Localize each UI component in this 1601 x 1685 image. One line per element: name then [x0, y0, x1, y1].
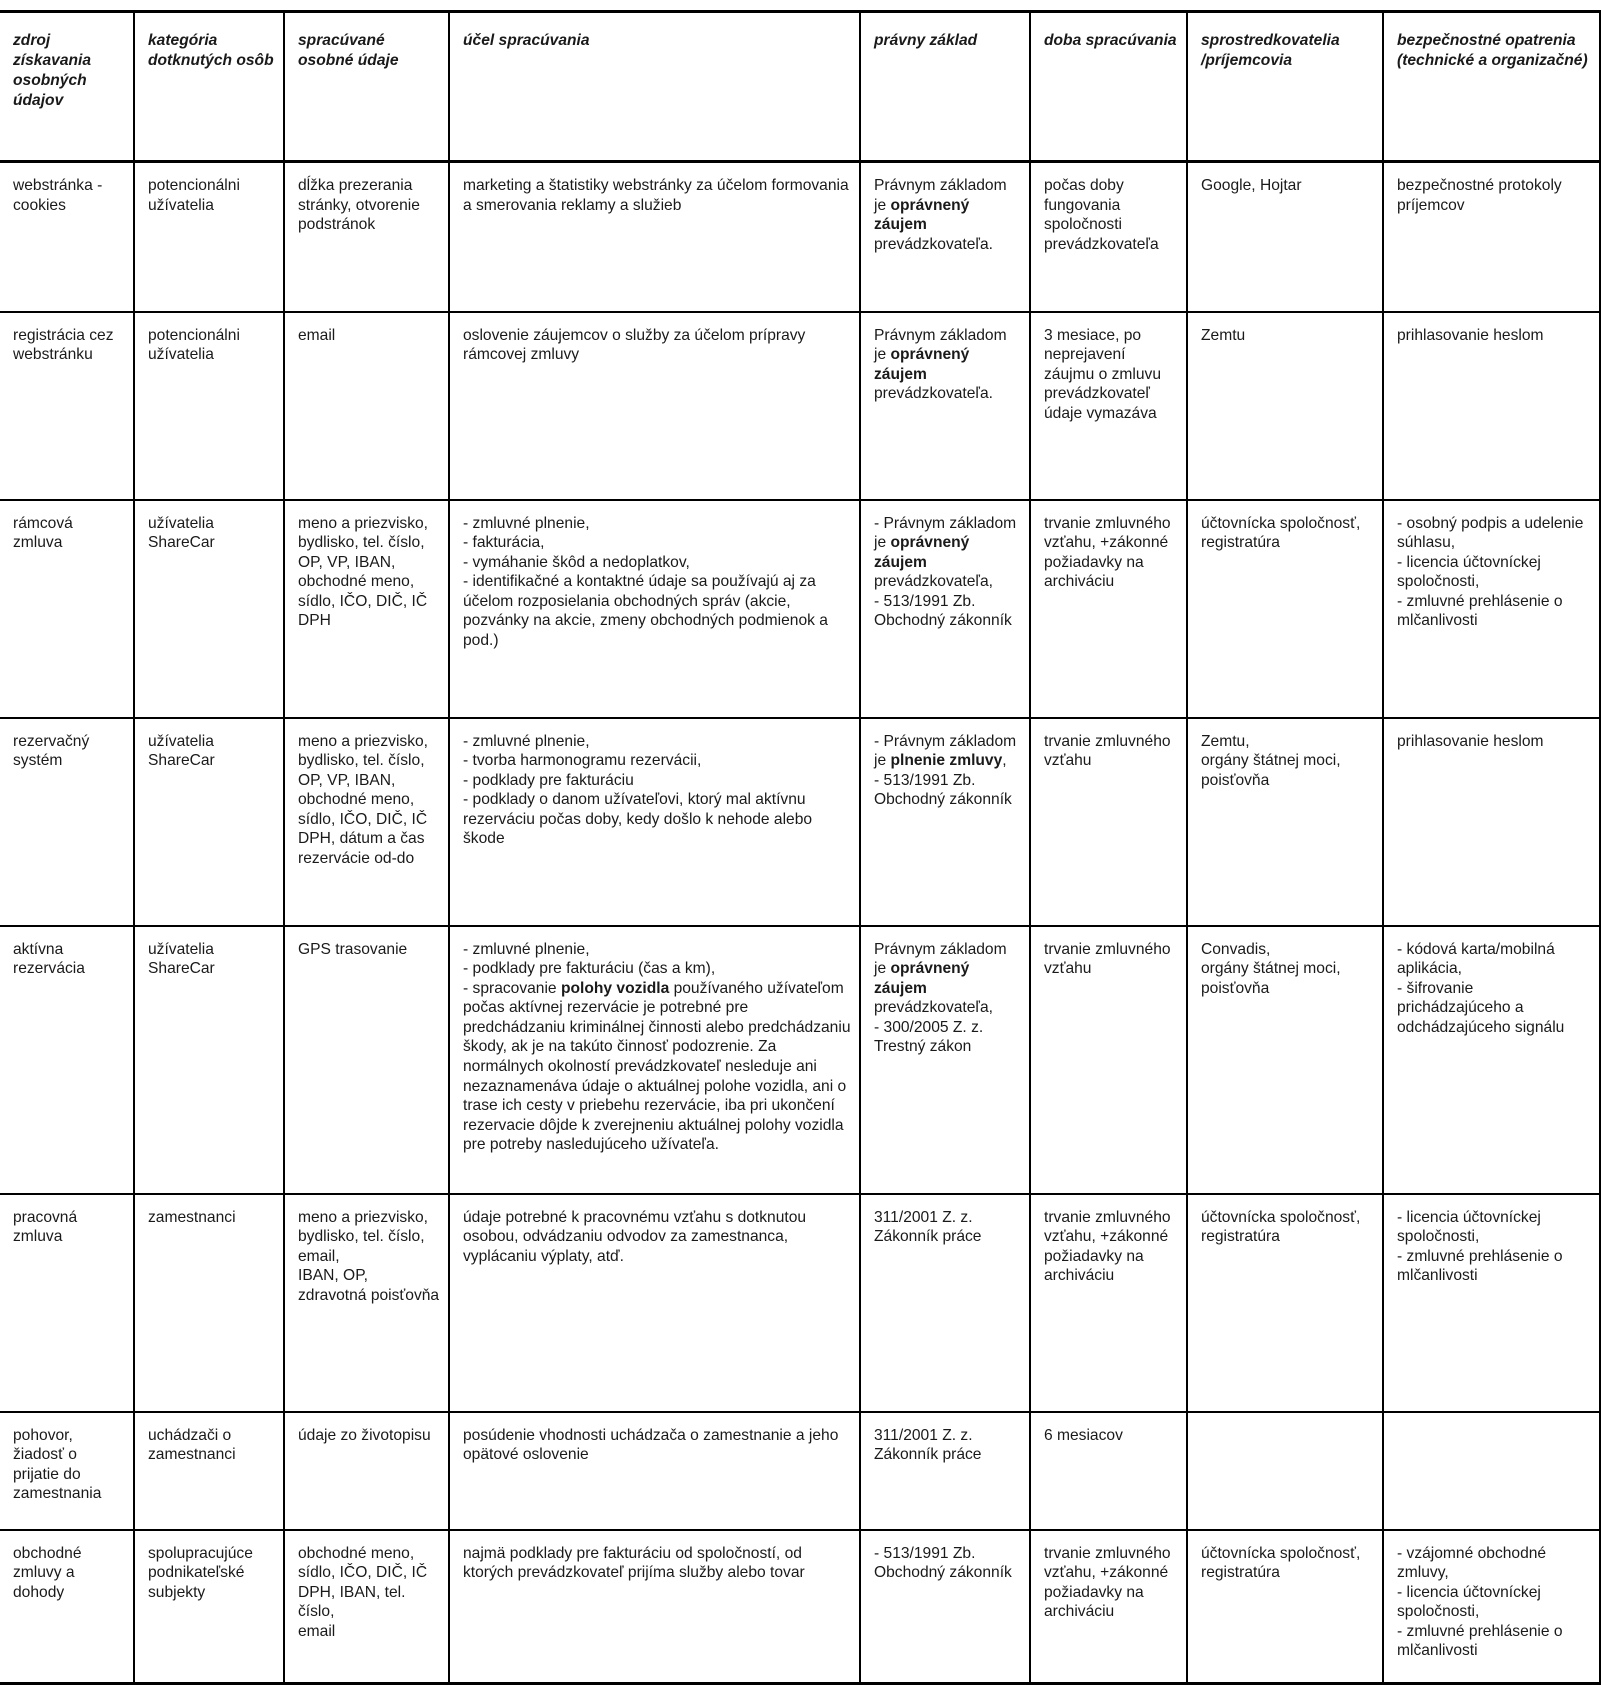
cell-text: - licencia účtovníckej spoločnosti,: [1397, 553, 1541, 591]
cell-text: meno a priezvisko, bydlisko, tel. číslo,: [298, 1208, 429, 1246]
cell-text: Google, Hojtar: [1201, 177, 1302, 194]
cell-text: - tvorba harmonogramu rezervácii,: [463, 752, 702, 770]
cell-text: Právnym základom je oprávnený záujem prevádzkovateľa,: [874, 940, 1007, 1017]
cell-source: [0, 312, 134, 500]
cell-legal: [860, 926, 1030, 1194]
header-duration: doba spracúvania: [1030, 12, 1187, 162]
cell-text: trvanie zmluvného vzťahu, +zákonné požiadavky na archiváciu: [1044, 1208, 1171, 1285]
cell-text: - licencia účtovníckej spoločnosti,: [1397, 1583, 1541, 1621]
cell-category: [134, 1412, 284, 1530]
cell-text: - šifrovanie prichádzajúceho a odchádzajúceho signálu: [1397, 979, 1565, 1036]
cell-text: Právnym základom je oprávnený záujem prevádzkovateľa.: [874, 326, 1007, 403]
cell-source: [0, 1530, 134, 1684]
cell-data: [284, 1194, 449, 1412]
cell-security: [1383, 500, 1600, 718]
cell-text: zamestnanci: [148, 1208, 236, 1226]
cell-legal: [860, 1194, 1030, 1412]
cell-text: email,: [298, 1247, 340, 1265]
cell-text: - fakturácia,: [463, 534, 545, 552]
header-purpose: účel spracúvania: [449, 12, 860, 162]
cell-data: [284, 162, 449, 312]
cell-text: - vymáhanie škôd a nedoplatkov,: [463, 553, 690, 571]
cell-text: - Právnym základom je plnenie zmluvy,: [874, 732, 1017, 770]
cell-text: - 513/1991 Zb. Obchodný zákonník: [874, 592, 1012, 630]
table-row: [0, 926, 1600, 1194]
cell-data: [284, 718, 449, 926]
cell-text: užívatelia ShareCar: [148, 940, 215, 978]
cell-text: email: [298, 1622, 336, 1640]
cell-security: [1383, 1412, 1600, 1530]
cell-text: 3 mesiace, po neprejavení záujmu o zmluvu prevádzkovateľ údaje vymazáva: [1044, 326, 1161, 422]
cell-text: Zemtu: [1201, 326, 1246, 344]
cell-text: obchodné zmluvy a dohody: [13, 1544, 82, 1601]
bold-text: oprávnený záujem: [874, 196, 970, 234]
cell-category: [134, 500, 284, 718]
bold-text: oprávnený záujem: [874, 534, 970, 571]
cell-category: [134, 926, 284, 1194]
header-recipients: sprostredkovatelia /príjemcovia: [1187, 12, 1383, 162]
cell-duration: [1030, 718, 1187, 926]
cell-recipients: [1187, 1530, 1383, 1684]
cell-text: - zmluvné prehlásenie o mlčanlivosti: [1397, 1622, 1563, 1660]
cell-security: [1383, 1194, 1600, 1412]
cell-security: [1383, 718, 1600, 926]
cell-legal: [860, 1412, 1030, 1530]
cell-text: trvanie zmluvného vzťahu: [1044, 940, 1171, 978]
cell-text: orgány štátnej moci, poisťovňa: [1201, 752, 1341, 789]
gdpr-processing-table: [0, 10, 1588, 1660]
cell-text: email: [298, 326, 336, 344]
cell-source: [0, 926, 134, 1194]
table-body: [0, 162, 1600, 1684]
cell-text: užívatelia ShareCar: [148, 514, 215, 552]
table-row: [0, 1412, 1600, 1530]
bold-text: polohy vozidla: [560, 979, 670, 997]
cell-source: [0, 1194, 134, 1412]
cell-text: údaje potrebné k pracovnému vzťahu s dotknutou osobou, odvádzaniu odvodov za zamestnanca, vyplácaniu výplaty, atď.: [463, 1208, 807, 1265]
cell-text: účtovnícka spoločnosť, registratúra: [1201, 1544, 1361, 1582]
header-category: kategória dotknutých osôb: [134, 12, 284, 162]
cell-text: pohovor, žiadosť o prijatie do zamestnania: [13, 1426, 102, 1503]
cell-text: - spracovanie polohy vozidla používaného užívateľom počas aktívnej rezervácie je potrebné pre predchádzaniu kriminálnej činnosti alebo predchádzaniu škody, ak je na takúto činnosť podozrenie. Za normálnych okolností prevádzkovateľ nesleduje ani nezaznamenáva údaje o aktuálnej polohe vozidla, ani o trase ich cesty v priebehu rezervácie, iba pri ukončení rezervacie dôjde k zverejneniu aktuálnej polohy vozidla pre potreby nasledujúceho užívateľa.: [463, 979, 851, 1154]
cell-text: obchodné meno, sídlo, IČO, DIČ, IČ DPH, IBAN, tel. číslo,: [298, 1544, 428, 1621]
cell-text: oslovenie záujemcov o služby za účelom prípravy rámcovej zmluvy: [463, 326, 806, 364]
cell-text: posúdenie vhodnosti uchádzača o zamestnanie a jeho opätové oslovenie: [463, 1426, 839, 1464]
cell-purpose: [449, 162, 860, 312]
cell-category: [134, 1194, 284, 1412]
cell-text: meno a priezvisko, bydlisko, tel. číslo, OP, VP, IBAN, obchodné meno, sídlo, IČO, DIČ, IČ DPH, dátum a čas rezervácie od-do: [298, 732, 429, 868]
cell-text: - identifikačné a kontaktné údaje sa používajú aj za účelom rozposielania obchodných správ (akcie, pozvánky na akcie, zmeny obchodných podmienok a pod.): [463, 573, 828, 650]
cell-purpose: [449, 926, 860, 1194]
cell-source: [0, 500, 134, 718]
cell-text: - zmluvné prehlásenie o mlčanlivosti: [1397, 592, 1563, 630]
cell-text: - Právnym základom je oprávnený záujem prevádzkovateľa,: [874, 514, 1017, 591]
cell-text: uchádzači o zamestnanci: [148, 1426, 236, 1464]
cell-category: [134, 162, 284, 312]
cell-text: registrácia cez webstránku: [13, 326, 114, 364]
cell-category: [134, 718, 284, 926]
cell-text: Zemtu,: [1201, 732, 1250, 750]
cell-text: - podklady pre fakturáciu (čas a km),: [463, 960, 716, 978]
cell-recipients: [1187, 718, 1383, 926]
cell-text: 311/2001 Z. z. Zákonník práce: [874, 1208, 982, 1246]
table-row: [0, 312, 1600, 500]
header-row: [0, 12, 1600, 162]
cell-text: dĺžka prezerania stránky, otvorenie podstránok: [298, 177, 420, 234]
cell-duration: [1030, 500, 1187, 718]
cell-text: - 300/2005 Z. z. Trestný zákon: [874, 1018, 984, 1056]
header-security: bezpečnostné opatrenia (technické a organizačné): [1383, 12, 1600, 162]
cell-recipients: [1187, 1412, 1383, 1530]
cell-recipients: [1187, 926, 1383, 1194]
cell-legal: [860, 718, 1030, 926]
cell-text: trvanie zmluvného vzťahu, +zákonné požiadavky na archiváciu: [1044, 514, 1171, 591]
cell-purpose: [449, 312, 860, 500]
cell-text: prihlasovanie heslom: [1397, 732, 1544, 750]
table-row: [0, 718, 1600, 926]
cell-text: meno a priezvisko, bydlisko, tel. číslo, OP, VP, IBAN, obchodné meno, sídlo, IČO, DIČ, IČ DPH: [298, 514, 429, 630]
cell-legal: [860, 312, 1030, 500]
bold-text: plnenie zmluvy: [890, 752, 1003, 770]
cell-text: - zmluvné plnenie,: [463, 940, 590, 958]
cell-text: - podklady pre fakturáciu: [463, 771, 634, 789]
cell-text: údaje zo životopisu: [298, 1426, 431, 1444]
cell-duration: [1030, 162, 1187, 312]
cell-category: [134, 1530, 284, 1684]
cell-legal: [860, 1530, 1030, 1684]
cell-data: [284, 1530, 449, 1684]
cell-duration: [1030, 1530, 1187, 1684]
cell-source: [0, 162, 134, 312]
cell-security: [1383, 162, 1600, 312]
cell-duration: [1030, 312, 1187, 500]
cell-text: - 513/1991 Zb. Obchodný zákonník: [874, 771, 1012, 809]
cell-text: najmä podklady pre fakturáciu od spoločností, od ktorých prevádzkovateľ prijíma služby alebo tovar: [463, 1544, 805, 1582]
cell-text: - kódová karta/mobilná aplikácia,: [1397, 940, 1555, 978]
cell-text: - zmluvné plnenie,: [463, 514, 590, 532]
cell-recipients: [1187, 1194, 1383, 1412]
cell-text: účtovnícka spoločnosť, registratúra: [1201, 1208, 1361, 1246]
cell-text: potencionálni užívatelia: [148, 326, 240, 364]
cell-recipients: [1187, 162, 1383, 312]
cell-text: - zmluvné prehlásenie o mlčanlivosti: [1397, 1247, 1563, 1285]
cell-text: bezpečnostné protokoly príjemcov: [1397, 177, 1562, 214]
cell-text: prihlasovanie heslom: [1397, 326, 1544, 344]
cell-recipients: [1187, 312, 1383, 500]
cell-category: [134, 312, 284, 500]
cell-text: IBAN, OP, zdravotná poisťovňa: [298, 1267, 440, 1304]
cell-purpose: [449, 500, 860, 718]
cell-text: potencionálni užívatelia: [148, 177, 240, 214]
cell-text: pracovná zmluva: [13, 1208, 78, 1246]
cell-security: [1383, 926, 1600, 1194]
cell-purpose: [449, 1412, 860, 1530]
cell-text: účtovnícka spoločnosť, registratúra: [1201, 514, 1361, 552]
cell-recipients: [1187, 500, 1383, 718]
cell-text: Convadis,: [1201, 940, 1271, 958]
cell-text: spolupracujúce podnikateľské subjekty: [148, 1544, 253, 1601]
cell-text: 311/2001 Z. z. Zákonník práce: [874, 1426, 982, 1464]
cell-text: rezervačný systém: [13, 732, 90, 770]
table-row: [0, 1530, 1600, 1684]
cell-text: Právnym základom je oprávnený záujem prevádzkovateľa.: [874, 177, 1007, 253]
cell-duration: [1030, 1412, 1187, 1530]
cell-text: - osobný podpis a udelenie súhlasu,: [1397, 514, 1584, 552]
cell-text: trvanie zmluvného vzťahu, +zákonné požiadavky na archiváciu: [1044, 1544, 1171, 1621]
cell-text: rámcová zmluva: [13, 514, 73, 552]
cell-data: [284, 926, 449, 1194]
cell-purpose: [449, 1530, 860, 1684]
cell-purpose: [449, 718, 860, 926]
cell-text: orgány štátnej moci, poisťovňa: [1201, 960, 1341, 997]
cell-text: 6 mesiacov: [1044, 1426, 1123, 1444]
table-row: [0, 1194, 1600, 1412]
cell-text: aktívna rezervácia: [13, 940, 85, 978]
bold-text: oprávnený záujem: [874, 346, 970, 383]
cell-text: webstránka - cookies: [13, 177, 103, 214]
table-row: [0, 500, 1600, 718]
cell-text: - licencia účtovníckej spoločnosti,: [1397, 1208, 1541, 1246]
cell-legal: [860, 500, 1030, 718]
processing-records-table: [0, 10, 1601, 1685]
cell-text: - zmluvné plnenie,: [463, 732, 590, 750]
cell-duration: [1030, 1194, 1187, 1412]
cell-text: užívatelia ShareCar: [148, 732, 215, 770]
cell-security: [1383, 312, 1600, 500]
cell-data: [284, 312, 449, 500]
cell-legal: [860, 162, 1030, 312]
header-source: zdroj získavania osobných údajov: [0, 12, 134, 162]
cell-data: [284, 500, 449, 718]
header-data: spracúvané osobné údaje: [284, 12, 449, 162]
cell-text: marketing a štatistiky webstránky za účelom formovania a smerovania reklamy a služieb: [463, 177, 849, 214]
cell-text: - 513/1991 Zb. Obchodný zákonník: [874, 1544, 1012, 1582]
cell-purpose: [449, 1194, 860, 1412]
cell-text: - podklady o danom užívateľovi, ktorý mal aktívnu rezerváciu počas doby, kedy došlo k nehode alebo škode: [463, 791, 813, 848]
header-legal-basis: právny základ: [860, 12, 1030, 162]
cell-text: - vzájomné obchodné zmluvy,: [1397, 1544, 1547, 1582]
table-row: [0, 162, 1600, 312]
cell-security: [1383, 1530, 1600, 1684]
bold-text: oprávnený záujem: [874, 960, 970, 997]
cell-text: GPS trasovanie: [298, 940, 408, 958]
cell-source: [0, 718, 134, 926]
cell-data: [284, 1412, 449, 1530]
cell-text: trvanie zmluvného vzťahu: [1044, 732, 1171, 770]
cell-duration: [1030, 926, 1187, 1194]
cell-text: počas doby fungovania spoločnosti prevádzkovateľa: [1044, 177, 1159, 253]
cell-source: [0, 1412, 134, 1530]
